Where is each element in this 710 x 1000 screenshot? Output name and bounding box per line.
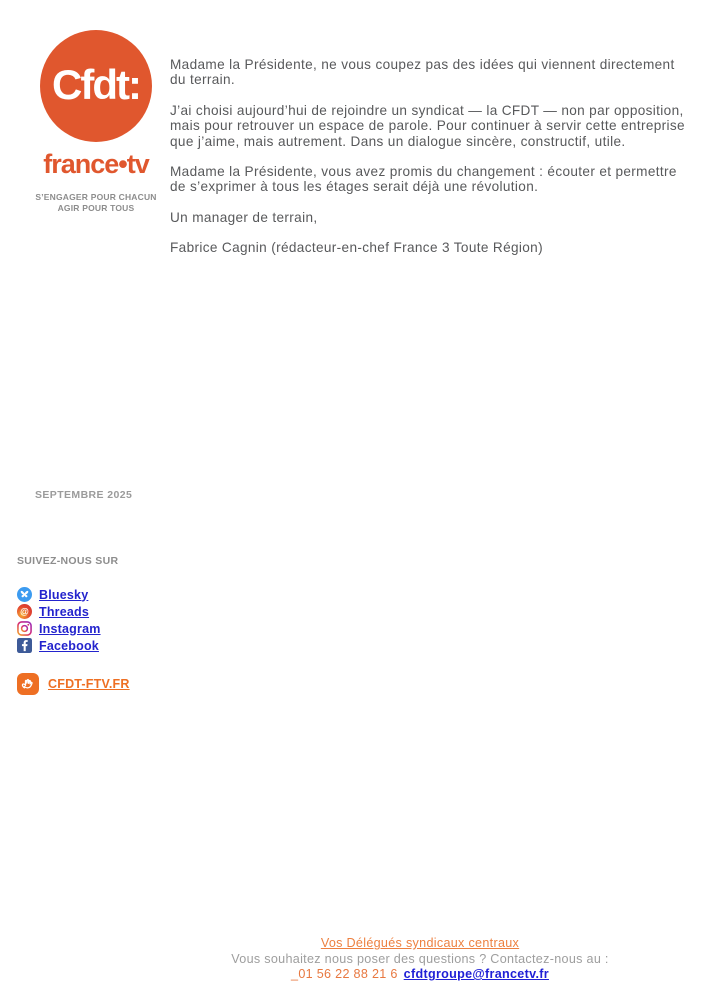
social-label: Instagram: [39, 621, 101, 636]
letter-body: [170, 57, 692, 271]
delegates-link[interactable]: Vos Délégués syndicaux centraux: [320, 936, 520, 950]
paragraph-signature: Fabrice Cagnin (rédacteur-en-chef France 3 Toute Région): [170, 240, 543, 256]
footer: [130, 936, 710, 983]
social-link-facebook[interactable]: [17, 637, 237, 654]
paragraph: J’ai choisi aujourd’hui de rejoindre un syndicat — la CFDT — non par opposition, mais pour retrouver un espace de parole. Pour continuer à servir cette entreprise que j’aime, mais autrement. Dans un dialogue sincère, constructif, utile.: [170, 102, 685, 149]
tagline-line-1: S’ENGAGER POUR CHACUN: [35, 192, 157, 202]
social-link-instagram[interactable]: [17, 620, 237, 637]
social-link-bluesky[interactable]: [17, 586, 237, 603]
footer-phone: _01 56 22 88 21 6: [291, 967, 398, 981]
social-label: Threads: [39, 604, 90, 619]
tagline-line-2: AGIR POUR TOUS: [57, 203, 135, 213]
footer-email-link[interactable]: cfdtgroupe@francetv.fr: [403, 967, 549, 981]
instagram-icon: [17, 621, 32, 636]
paragraph: Madame la Présidente, ne vous coupez pas des idées qui viennent directement du terrain.: [170, 57, 675, 88]
svg-text:@: @: [20, 606, 29, 617]
paragraph-signoff: Un manager de terrain,: [170, 209, 318, 225]
threads-icon: [17, 604, 32, 619]
cfdt-logo-circle: [40, 30, 152, 142]
social-link-threads[interactable]: [17, 603, 237, 620]
cfdt-app-icon: [17, 673, 39, 695]
footer-contact-line: Vous souhaitez nous poser des questions ? Contactez-nous au :: [231, 951, 609, 966]
follow-heading: SUIVEZ-NOUS SUR: [17, 555, 119, 567]
cfdt-logo-block: [16, 30, 176, 214]
cfdt-logo-text: Cfdt:: [52, 61, 140, 108]
paragraph: Madame la Présidente, vous avez promis du changement : écouter et permettre de s’exprimer à tous les étages serait déjà une révolution.: [170, 164, 677, 195]
cfdt-tagline: [16, 192, 176, 214]
follow-section: [17, 555, 237, 695]
facebook-icon: [17, 638, 32, 653]
issue-date: SEPTEMBRE 2025: [35, 489, 133, 501]
francetv-brand: france•tv: [43, 149, 149, 179]
website-label: CFDT-FTV.FR: [48, 677, 130, 691]
bluesky-icon: [17, 587, 32, 602]
social-label: Bluesky: [39, 587, 89, 602]
website-link-cfdt-ftv[interactable]: [17, 673, 237, 695]
social-label: Facebook: [39, 638, 99, 653]
